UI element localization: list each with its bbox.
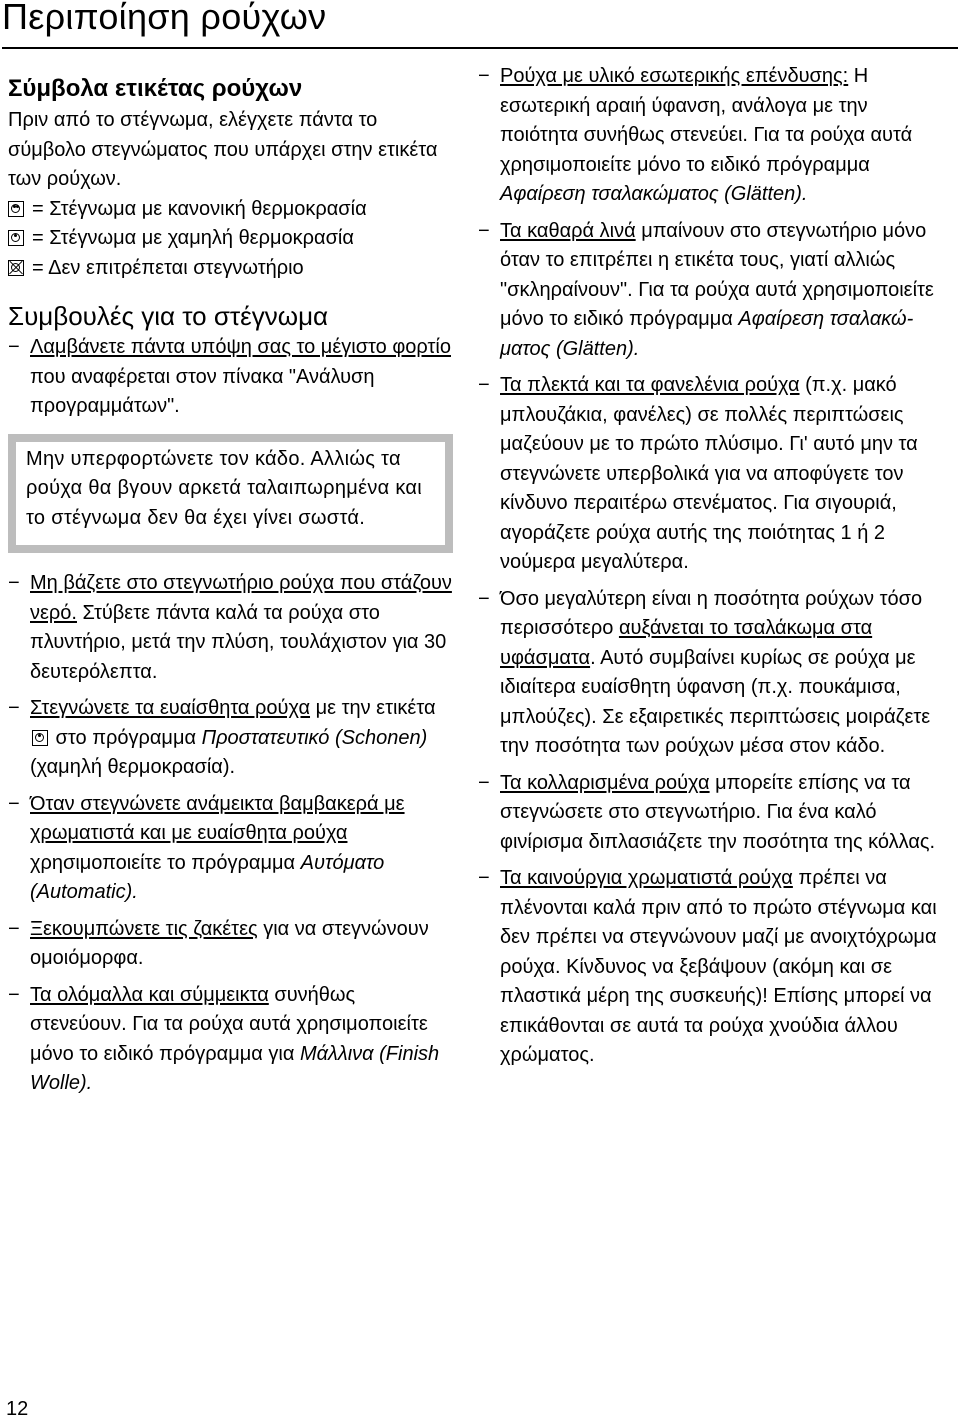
symbols-intro: Πριν από το στέγνωμα, ελέγχετε πάντα το σύμβολο στεγνώματος που υπάρχει στην ετικέτα των ρούχων. xyxy=(8,109,438,190)
symbol-no-dryer-text: = Δεν επιτρέπεται στεγνωτήριο xyxy=(32,256,304,279)
list-item: − Τα ολόμαλλα και σύμμεικτα συνήθως στενεύουν. Για τα ρούχα αυτά χρησιμοποιείτε μόνο το ειδικό πρόγραμμα για Μάλλινα (Finish Wolle). xyxy=(8,983,440,1094)
list-item: − Ξεκουμπώνετε τις ζακέτες για να στεγνώνουν ομοιόμορφα. xyxy=(8,917,429,969)
list-item: − Στεγνώνετε τα ευαίσθητα ρούχα με την ετικέτα στο πρόγραμμα Προστατευτικό (Schonen) (χαμηλή θερμοκρασία). xyxy=(8,697,436,778)
no-dryer-icon xyxy=(8,260,24,276)
tip-emphasis: Τα κολλαρισμένα ρούχα xyxy=(500,771,710,794)
tip-emphasis: Όταν στεγνώνετε ανάμεικτα βαμβακερά με χρωματιστά και με ευαίσθητα ρούχα xyxy=(30,792,405,844)
list-item: − Όσο μεγαλύτερη είναι η ποσότητα ρούχων τόσο περισσότερο αυξάνεται το τσαλάκωμα στα υφάσματα. Αυτό συμβαίνει κυρίως σε ρούχα με ιδιαίτερα ευαίσθητη ύφανση (π.χ. πουκάμισα, μπλούζες). Σε εξαιρετικές περιπτώσεις μοιράζετε την ποσότητα των ρούχων μέσα στον κάδο. xyxy=(478,587,931,757)
tip-emphasis: Τα ολόμαλλα και σύμμεικτα xyxy=(30,983,269,1006)
title-divider xyxy=(2,47,958,49)
symbol-normal-row xyxy=(8,195,453,225)
tip-emphasis: αυξάνεται το τσαλάκωμα στα υφάσματα xyxy=(500,617,873,669)
symbol-normal-text: = Στέγνωμα με κανονική θερμοκρασία xyxy=(32,197,367,220)
list-item: − Τα καινούργια χρωματιστά ρούχα πρέπει να πλένονται καλά πριν από το πρώτο στέγνωμα και δεν πρέπει να στεγνώνουν μαζί με ανοιχτόχρωμα ρούχα. Κίνδυνος να ξεβάψουν (ακόμη και σε πλαστικά μέρη της συσκευής)! Επίσης μπορεί να επικάθονται σε αυτά τα ρούχα χνούδια άλλου χρώματος. xyxy=(478,867,937,1066)
tips-list-a xyxy=(8,333,453,422)
page-number: 12 xyxy=(6,1398,29,1420)
warning-text: Μην υπερφορτώνετε τον κάδο. Αλλιώς τα ρούχα θα βγουν αρκετά ταλαιπωρημένα και το στέγνωμα δεν θα έχει γίνει σωστά. xyxy=(26,447,423,529)
list-item: − Μη βάζετε στο στεγνωτήριο ρούχα που στάζουν νερό. Στύβετε πάντα καλά τα ρούχα στο πλυντήριο, μετά την πλύση, τουλάχιστον για 30 δευτερόλεπτα. xyxy=(8,572,452,683)
tip-emphasis: Ξεκουμπώνετε τις ζακέτες xyxy=(30,917,258,940)
tip-emphasis: Στεγνώνετε τα ευαίσθητα ρούχα xyxy=(30,697,311,719)
dash: − xyxy=(8,336,20,358)
tip-emphasis: Μη βάζετε στο στεγνωτήριο ρούχα που στάζουν νερό. xyxy=(30,572,452,624)
tip-emphasis: Τα πλεκτά και τα φανελένια ρούχα xyxy=(500,374,800,396)
symbol-low-text: = Στέγνωμα με χαμηλή θερμοκρασία xyxy=(32,227,354,249)
list-item: − Τα κολλαρισμένα ρούχα μπορείτε επίσης να τα στεγνώσετε στο στεγνωτήριο. Για ένα καλό φινίρισμα διπλασιάζετε την ποσότητα της κόλλας. xyxy=(478,771,936,853)
tip-emphasis: Τα καινούργια χρωματιστά ρούχα xyxy=(500,867,793,889)
symbols-heading: Σύμβολα ετικέτας ρούχων xyxy=(8,75,303,102)
tips-list-right xyxy=(478,62,948,1071)
list-item: − Όταν στεγνώνετε ανάμεικτα βαμβακερά με χρωματιστά και με ευαίσθητα ρούχα χρησιμοποιείτε το πρόγραμμα Αυτόματο (Automatic). xyxy=(8,792,405,903)
page-title: Περιποίηση ρούχων xyxy=(2,0,327,37)
left-column xyxy=(8,62,453,1106)
list-item: − Τα πλεκτά και τα φανελένια ρούχα (π.χ. μακό μπλουζάκια, φανέλες) σε πολλές περιπτώσεις μαζεύουν με το πρώτο πλύσιμο. Γι' αυτό μην τα στεγνώνετε υπερβολικά για να αποφύγετε τον κίνδυνο περαιτέρω στενέματος. Για σιγουριά, αγοράζετε ρούχα αυτής της ποιότητας 1 ή 2 νούμερα μεγαλύτερα. xyxy=(478,374,918,573)
warning-box xyxy=(8,434,453,554)
list-item: − Λαμβάνετε πάντα υπόψη σας το μέγιστο φορτίο που αναφέρεται στον πίνακα "Ανάλυση προγραμμάτων". xyxy=(8,333,453,422)
tips-list-b xyxy=(8,569,453,1099)
list-item: − Τα καθαρά λινά μπαίνουν στο στεγνωτήριο μόνο όταν το επιτρέπει η ετικέτα τους, γιατί αλλιώς "σκληραίνουν". Για τα ρούχα αυτά χρησιμοποιείτε μόνο το ειδικό πρόγραμμα Αφαίρεση τσαλακώματος (Glätten). xyxy=(478,219,934,360)
tip-emphasis: Τα καθαρά λινά xyxy=(500,219,636,242)
symbol-no-dryer-row xyxy=(8,254,453,284)
tip-emphasis: Λαμβάνετε πάντα υπόψη σας το μέγιστο φορτίο xyxy=(30,336,451,358)
low-temperature-drying-icon xyxy=(32,730,48,746)
symbol-low-row xyxy=(8,224,453,254)
low-temperature-drying-icon xyxy=(8,230,24,246)
normal-temperature-drying-icon xyxy=(8,201,24,217)
tip-emphasis: Ρούχα με υλικό εσωτερικής επένδυσης: xyxy=(500,65,849,87)
list-item: − Ρούχα με υλικό εσωτερικής επένδυσης: Η εσωτερική αραιή ύφανση, ανάλογα με την ποιότητα συνήθως στενεύει. Για τα ρούχα αυτά χρησιμοποιείτε μόνο το ειδικό πρόγραμμα Αφαίρεση τσαλακώματος (Glätten). xyxy=(478,65,913,205)
right-column xyxy=(478,62,948,1078)
tips-heading: Συμβουλές για το στέγνωμα xyxy=(8,301,329,331)
